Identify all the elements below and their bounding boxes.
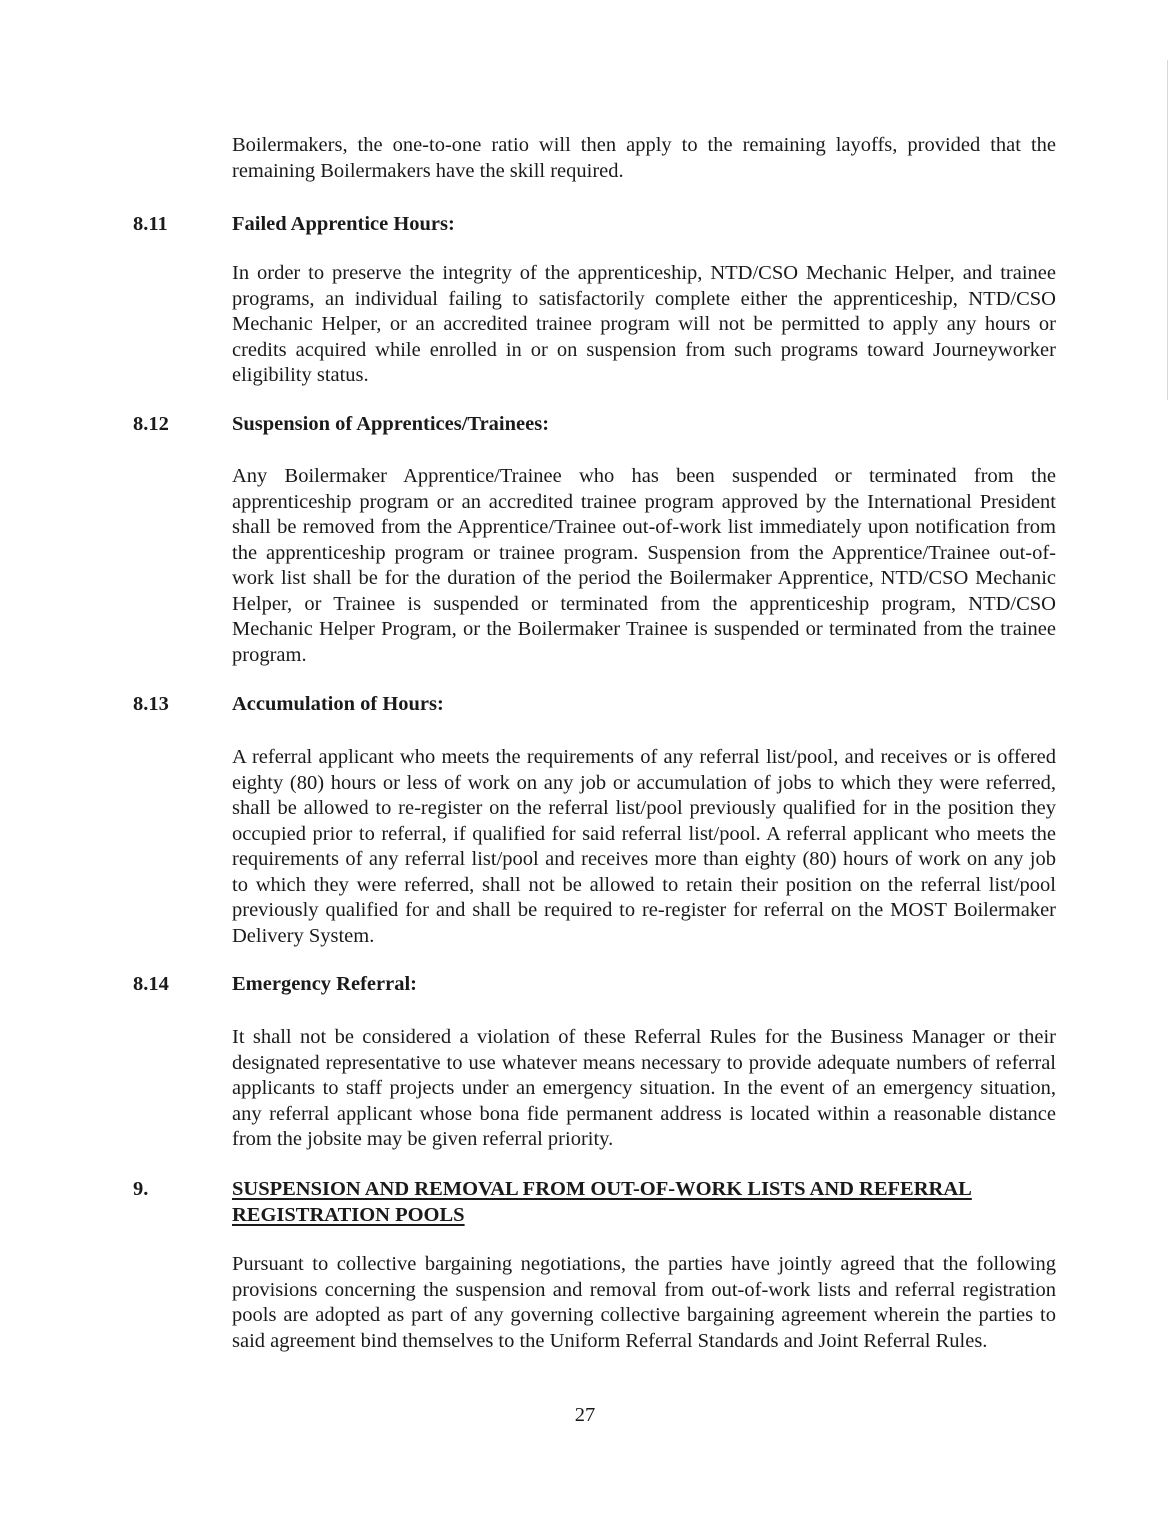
section-number: 8.13 bbox=[133, 693, 169, 715]
section-heading-underlined: SUSPENSION AND REMOVAL FROM OUT-OF-WORK LISTS AND REFERRAL REGISTRATION POOLS bbox=[232, 1178, 972, 1226]
section-body: Pursuant to collective bargaining negotiations, the parties have jointly agreed that the following provisions concerning the suspension and removal from out-of-work lists and referral registration pools are adopted as part of any governing collective bargaining agreement wherein the parties to said agreement bind themselves to the Uniform Referral Standards and Joint Referral Rules. bbox=[232, 1253, 1056, 1352]
section-number: 8.14 bbox=[133, 973, 169, 995]
section-title: Emergency Referral: bbox=[232, 973, 417, 995]
section-body: A referral applicant who meets the requirements of any referral list/pool, and receives or is offered eighty (80) hours or less of work on any job or accumulation of jobs to which they were referred, shall be allowed to re-register on the referral list/pool previously qualified for in the position they occupied prior to referral, if qualified for said referral list/pool. A referral applicant who meets the requirements of any referral list/pool and receives more than eighty (80) hours of work on any job to which they were referred, shall not be allowed to retain their position on the referral list/pool previously qualified for and shall be required to re-register for referral on the MOST Boilermaker Delivery System. bbox=[232, 746, 1056, 947]
section-number: 9. bbox=[133, 1178, 149, 1200]
scan-edge-line bbox=[1167, 60, 1168, 400]
section-number: 8.11 bbox=[133, 213, 168, 235]
section-title: Suspension of Apprentices/Trainees: bbox=[232, 413, 550, 435]
section-body: Any Boilermaker Apprentice/Trainee who has been suspended or terminated from the apprenticeship program or an accredited trainee program approved by the International President shall be removed from the Apprentice/Trainee out-of-work list immediately upon notification from the apprenticeship program or trainee program. Suspension from the Apprentice/Trainee out-of-work list shall be for the duration of the period the Boilermaker Apprentice, NTD/CSO Mechanic Helper, or Trainee is suspended or terminated from the apprenticeship program, NTD/CSO Mechanic Helper Program, or the Boilermaker Trainee is suspended or terminated from the trainee program. bbox=[232, 465, 1056, 666]
section-title: Failed Apprentice Hours: bbox=[232, 213, 455, 235]
page-number: 27 bbox=[574, 1404, 596, 1426]
section-body: It shall not be considered a violation of these Referral Rules for the Business Manager or their designated representative to use whatever means necessary to provide adequate numbers of referral applicants to staff projects under an emergency situation. In the event of an emergency situation, any referral applicant whose bona fide permanent address is located within a reasonable distance from the jobsite may be given referral priority. bbox=[232, 1026, 1056, 1150]
section-number: 8.12 bbox=[133, 413, 169, 435]
intro-paragraph: Boilermakers, the one-to-one ratio will then apply to the remaining layoffs, provided that the remaining Boilermakers have the skill required. bbox=[232, 134, 1056, 182]
section-title: Accumulation of Hours: bbox=[232, 693, 444, 715]
section-body: In order to preserve the integrity of the apprenticeship, NTD/CSO Mechanic Helper, and trainee programs, an individual failing to satisfactorily complete either the apprenticeship, NTD/CSO Mechanic Helper, or an accredited trainee program will not be permitted to apply any hours or credits acquired while enrolled in or on suspension from such programs toward Journeyworker eligibility status. bbox=[232, 262, 1056, 386]
